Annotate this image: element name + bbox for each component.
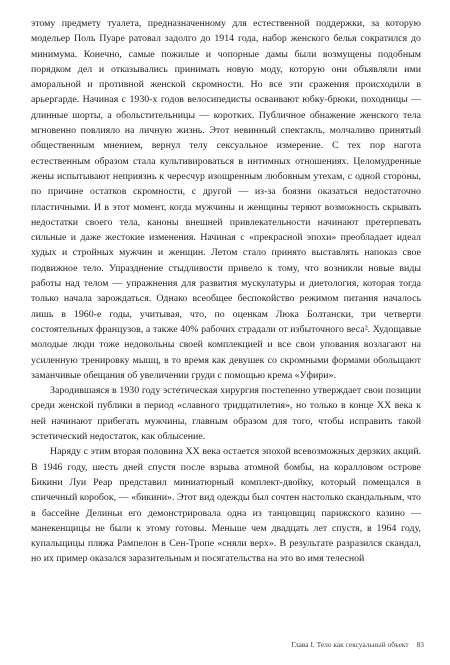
paragraph-3: Наряду с этим вторая половина XX века остается эпохой всевозможных дерзких акций. В 1946 году, шесть дней спустя после взрыва атомной бомбы, на коралловом острове Бикини Луи Реар представил миниатюрный комплект-двойку, который помещался в спичечный коробок, — «бикини». Этот вид одежды был сочтен настолько скандальным, что в бассейне Делиньи его демонстрировала одна из танцовщиц парижского казино — манекенщицы не были к этому готовы. Меньше чем двадцать лет спустя, в 1964 году, купальщицы пляжа Pампелон в Сен-Тропе «сняли верх». В результате разразился скандал, но их пример оказался заразительным и посягательства на это во имя телесной	[31, 446, 421, 565]
paragraph-2: Зародившаяся в 1930 году эстетическая хирургия постепенно утверждает свои позиции среди женской публики в период «славного тридцатилетия», но только в конце XX века к ней начинают прибегать мужчины, главным образом для того, чтобы исправить такой эстетический недостаток, как облысение.	[31, 385, 421, 443]
running-head: Глава I. Тело как сексуальный объект	[291, 640, 409, 649]
body-text	[31, 16, 421, 567]
page-number: 83	[416, 640, 424, 649]
page-footer	[232, 640, 424, 649]
paragraph-1: этому предмету туалета, предназначенному для естественной поддержки, за которую модельер Поль Пуаре ратовал задолго до 1914 года, набор женского белья сократился до минимума. Конечно, самые пожилые и чопорные дамы были возмущены подобным порядком дел и отказывались принимать новую моду, которую они объявляли ими аморальной и противной женской скромности. Но все эти сражения происходили в арьергарде. Начиная с 1930-х годов велосипедисты осваивают юбку-брюки, походницы — длинные шорты, а обольстительницы — коротких. Публичное обнажение женского тела мгновенно повлияло на личную жизнь. Этот невинный спектакль, молчаливо принятый общественным мнением, вернул телу сексуальное измерение. С тех пор нагота естественным образом стала культивироваться в интимных отношениях. Целомудренные жены испытывают неприязнь к чересчур изощренным любовным утехам, с одной стороны, по причине остатков скромности, с другой — из-за боязни оказаться недостаточно пластичными. И в этот момент, когда мужчины и женщины теряют возможность скрывать недостатки своего тела, каноны внешней привлекательности начинают претерпевать сильные и даже жестокие изменения. Начиная с «прекрасной эпохи» преобладает идеал худых и стройных мужчин и женщин. Летом стало принято выставлять напоказ свое подвижное тело. Упразднение стыдливости привело к тому, что возникли новые виды работы над телом — упражнения для развития мускулатуры и диетология, которая тогда только начала зарождаться. Однако всеобщее беспокойство режимом питания началось лишь в 1960-е годы, учитывая, что, по оценкам Люка Болтански, три четверти состоятельных французов, а также 40% рабочих страдали от избыточного веса². Худощавые молодые люди тоже недовольны своей комплекцией и все свои упования возлагают на усиленную тренировку мышц, в то время как девушек со скромными формами обольщают заманчивые обещания об увеличении груди с помощью крема «Уфири».	[31, 18, 421, 381]
